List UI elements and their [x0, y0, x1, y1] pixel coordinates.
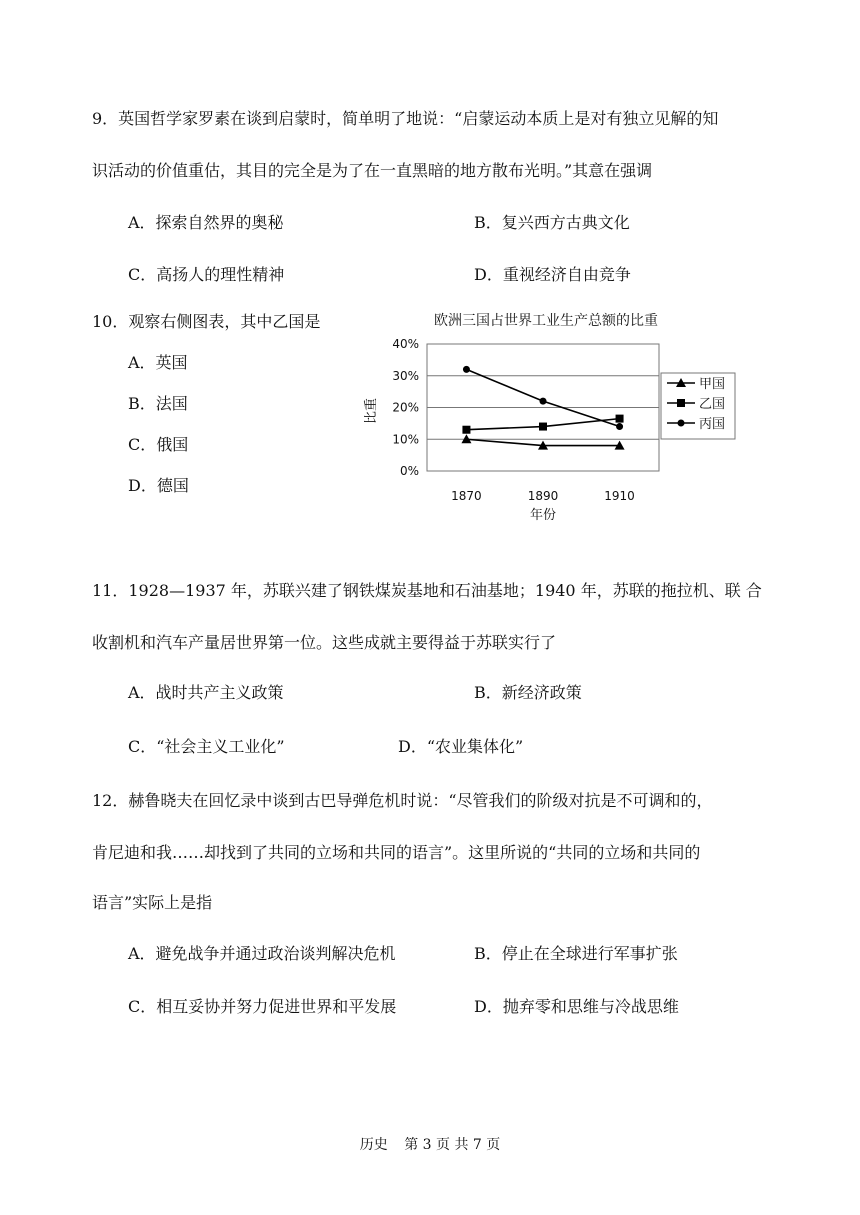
chart-x-tick-label: 1890: [527, 489, 559, 503]
chart-y-axis-label: 比重: [364, 397, 379, 425]
q12-option-b: B．停止在全球进行军事扩张: [474, 944, 678, 963]
q11-option-c: C．“社会主义工业化”: [128, 737, 285, 756]
chart-data-point: [462, 426, 470, 434]
q9-option-d: D．重视经济自由竞争: [474, 265, 631, 284]
q9-option-b: B．复兴西方古典文化: [474, 213, 630, 232]
q11-stem-line1: 11．1928—1937 年，苏联兴建了钢铁煤炭基地和石油基地；1940 年，苏联的拖拉机、联 合: [92, 581, 762, 600]
q12-stem-line3: 语言”实际上是指: [92, 893, 213, 912]
q11-option-a: A．战时共产主义政策: [128, 683, 284, 702]
chart-data-point: [540, 398, 547, 405]
chart-legend-label: 乙国: [699, 397, 726, 412]
q12-option-c: C．相互妥协并努力促进世界和平发展: [128, 997, 397, 1016]
chart-legend-marker: [677, 399, 685, 407]
chart-y-tick-label: 20%: [392, 400, 419, 415]
q9-option-c: C．高扬人的理性精神: [128, 265, 285, 284]
chart-y-tick-label: 10%: [392, 432, 419, 447]
chart-y-tick-label: 40%: [392, 337, 419, 351]
chart-x-tick-label: 1870: [451, 489, 482, 503]
q10-option-b: B．法国: [128, 394, 188, 413]
q12-option-d: D．抛弃零和思维与冷战思维: [474, 997, 679, 1016]
q12-stem-line1: 12．赫鲁晓夫在回忆录中谈到古巴导弹危机时说：“尽管我们的阶级对抗是不可调和的，: [92, 791, 713, 810]
q12-stem-line2: 肯尼迪和我……却找到了共同的立场和共同的语言”。这里所说的“共同的立场和共同的: [92, 843, 701, 862]
q10-option-a: A．英国: [128, 353, 188, 372]
chart-x-tick-label: 1910: [604, 489, 635, 503]
chart-x-axis-label: 年份: [529, 508, 557, 523]
q11-option-b: B．新经济政策: [474, 683, 582, 702]
chart-legend-label: 甲国: [699, 377, 726, 392]
chart-y-ticks: [392, 337, 419, 478]
chart-data-point: [616, 423, 623, 430]
chart-x-ticks: [451, 489, 635, 503]
page-footer: [0, 1136, 860, 1154]
footer-subject: 历史: [359, 1137, 388, 1153]
chart-data-point: [539, 423, 547, 431]
q10-option-d: D．德国: [128, 476, 189, 495]
chart-data-point: [616, 415, 624, 423]
q9-stem-line1: 9．英国哲学家罗素在谈到启蒙时，简单明了地说：“启蒙运动本质上是对有独立见解的知: [92, 109, 719, 128]
chart-data-point: [463, 366, 470, 373]
q9-option-a: A．探索自然界的奥秘: [128, 213, 284, 232]
chart-y-tick-label: 0%: [399, 464, 419, 478]
chart-title: 欧洲三国占世界工业生产总额的比重: [434, 313, 658, 329]
chart-legend-label: 丙国: [699, 417, 726, 432]
q10-option-c: C．俄国: [128, 435, 189, 454]
chart-legend: [661, 373, 735, 439]
industrial-share-chart: [355, 305, 726, 530]
chart-legend-marker: [678, 420, 685, 427]
q11-stem-line2: 收割机和汽车产量居世界第一位。这些成就主要得益于苏联实行了: [92, 633, 557, 652]
q11-option-d: D．“农业集体化”: [398, 737, 524, 756]
chart-y-tick-label: 30%: [392, 368, 419, 383]
footer-page-number: 第 3 页 共 7 页: [404, 1137, 501, 1153]
q10-stem: 10．观察右侧图表，其中乙国是: [92, 312, 321, 331]
q9-stem-line2: 识活动的价值重估，其目的完全是为了在一直黑暗的地方散布光明。”其意在强调: [92, 161, 653, 180]
q12-option-a: A．避免战争并通过政治谈判解决危机: [128, 944, 396, 963]
